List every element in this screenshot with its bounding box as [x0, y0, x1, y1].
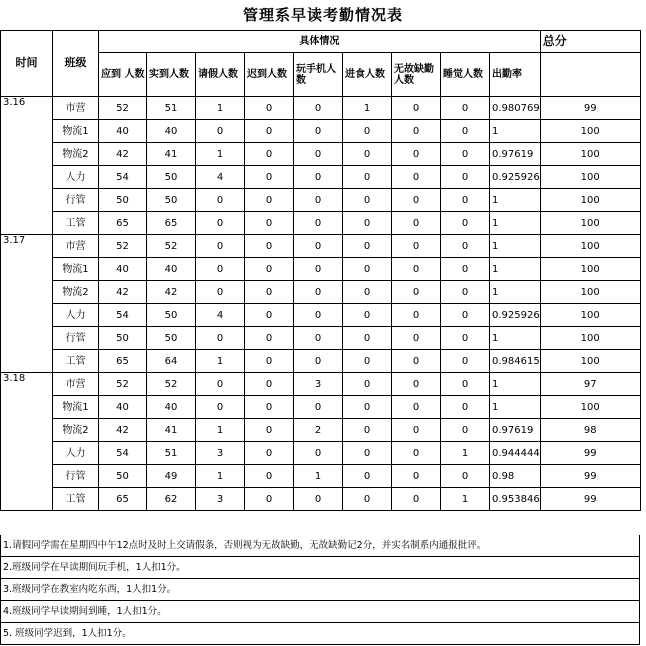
cell-rate: 0.980769 — [490, 97, 541, 120]
cell-date — [1, 304, 53, 327]
cell-expected: 54 — [99, 442, 147, 465]
cell-expected: 65 — [99, 350, 147, 373]
cell-present: 64 — [147, 350, 196, 373]
attendance-body — [1, 97, 641, 511]
cell-phone: 0 — [294, 304, 343, 327]
cell-absent: 0 — [392, 304, 441, 327]
cell-rate: 0.944444 — [490, 442, 541, 465]
cell-late: 0 — [245, 465, 294, 488]
cell-present: 41 — [147, 419, 196, 442]
table-row — [1, 143, 641, 166]
cell-phone: 0 — [294, 350, 343, 373]
cell-total: 100 — [540, 304, 640, 327]
cell-phone: 0 — [294, 258, 343, 281]
header-col-absent: 无故缺勤人数 — [392, 53, 441, 97]
cell-eating: 0 — [343, 304, 392, 327]
cell-date — [1, 396, 53, 419]
cell-expected: 50 — [99, 327, 147, 350]
header-col-leave: 请假人数 — [196, 53, 245, 97]
cell-leave: 1 — [196, 97, 245, 120]
cell-present: 51 — [147, 97, 196, 120]
cell-sleeping: 0 — [441, 120, 490, 143]
cell-leave: 1 — [196, 350, 245, 373]
note-3: 3.班级同学在教室内吃东西，1人扣1分。 — [0, 579, 640, 601]
cell-sleeping: 0 — [441, 350, 490, 373]
cell-total: 99 — [540, 442, 640, 465]
cell-sleeping: 0 — [441, 212, 490, 235]
cell-absent: 0 — [392, 212, 441, 235]
cell-present: 41 — [147, 143, 196, 166]
cell-eating: 0 — [343, 235, 392, 258]
cell-present: 65 — [147, 212, 196, 235]
cell-absent: 0 — [392, 488, 441, 511]
cell-class: 工管 — [53, 212, 99, 235]
cell-absent: 0 — [392, 419, 441, 442]
cell-late: 0 — [245, 97, 294, 120]
cell-leave: 4 — [196, 304, 245, 327]
cell-rate: 0.98 — [490, 465, 541, 488]
table-row — [1, 281, 641, 304]
cell-class: 人力 — [53, 166, 99, 189]
cell-total: 100 — [540, 212, 640, 235]
cell-total: 100 — [540, 396, 640, 419]
notes-section — [0, 535, 640, 645]
cell-date: 3.18 — [1, 373, 53, 396]
cell-rate: 1 — [490, 281, 541, 304]
cell-absent: 0 — [392, 258, 441, 281]
cell-rate: 0.925926 — [490, 304, 541, 327]
cell-sleeping: 0 — [441, 419, 490, 442]
cell-eating: 0 — [343, 327, 392, 350]
cell-eating: 0 — [343, 442, 392, 465]
cell-present: 50 — [147, 304, 196, 327]
cell-present: 40 — [147, 396, 196, 419]
cell-date — [1, 442, 53, 465]
cell-date: 3.16 — [1, 97, 53, 120]
table-row — [1, 189, 641, 212]
cell-expected: 42 — [99, 281, 147, 304]
attendance-table — [0, 30, 641, 511]
cell-class: 人力 — [53, 442, 99, 465]
cell-leave: 3 — [196, 488, 245, 511]
cell-rate: 1 — [490, 235, 541, 258]
cell-class: 市营 — [53, 97, 99, 120]
cell-eating: 0 — [343, 373, 392, 396]
table-row — [1, 396, 641, 419]
cell-absent: 0 — [392, 97, 441, 120]
cell-date — [1, 350, 53, 373]
header-time: 时间 — [1, 31, 53, 97]
cell-date — [1, 166, 53, 189]
cell-expected: 42 — [99, 143, 147, 166]
cell-absent: 0 — [392, 327, 441, 350]
cell-phone: 0 — [294, 235, 343, 258]
cell-class: 人力 — [53, 304, 99, 327]
cell-late: 0 — [245, 166, 294, 189]
sheet-title: 管理系早读考勤情况表 — [242, 6, 403, 24]
cell-eating: 0 — [343, 166, 392, 189]
cell-absent: 0 — [392, 465, 441, 488]
cell-present: 42 — [147, 281, 196, 304]
cell-date — [1, 488, 53, 511]
cell-class: 市营 — [53, 235, 99, 258]
cell-absent: 0 — [392, 442, 441, 465]
note-4: 4.班级同学早读期间到睡，1人扣1分。 — [0, 601, 640, 623]
cell-absent: 0 — [392, 166, 441, 189]
header-total: 总分 — [540, 31, 640, 53]
cell-class: 物流1 — [53, 258, 99, 281]
cell-expected: 65 — [99, 212, 147, 235]
cell-sleeping: 0 — [441, 465, 490, 488]
table-row — [1, 350, 641, 373]
cell-class: 物流2 — [53, 281, 99, 304]
table-row — [1, 258, 641, 281]
cell-class: 物流1 — [53, 120, 99, 143]
cell-total: 100 — [540, 166, 640, 189]
cell-total: 99 — [540, 465, 640, 488]
header-col-sleeping: 睡觉人数 — [441, 53, 490, 97]
cell-phone: 0 — [294, 97, 343, 120]
cell-expected: 40 — [99, 120, 147, 143]
header-detail: 具体情况 — [99, 31, 541, 53]
cell-leave: 0 — [196, 258, 245, 281]
cell-absent: 0 — [392, 120, 441, 143]
table-row — [1, 212, 641, 235]
cell-present: 50 — [147, 189, 196, 212]
cell-late: 0 — [245, 189, 294, 212]
header-col-phone: 玩手机人数 — [294, 53, 343, 97]
cell-date: 3.17 — [1, 235, 53, 258]
cell-late: 0 — [245, 396, 294, 419]
table-row — [1, 97, 641, 120]
cell-date — [1, 419, 53, 442]
cell-leave: 0 — [196, 373, 245, 396]
cell-sleeping: 0 — [441, 97, 490, 120]
cell-total: 98 — [540, 419, 640, 442]
cell-phone: 0 — [294, 327, 343, 350]
cell-late: 0 — [245, 327, 294, 350]
header-class: 班级 — [53, 31, 99, 97]
cell-phone: 1 — [294, 465, 343, 488]
cell-present: 51 — [147, 442, 196, 465]
cell-absent: 0 — [392, 143, 441, 166]
cell-phone: 0 — [294, 189, 343, 212]
header-col-present: 实到人数 — [147, 53, 196, 97]
cell-late: 0 — [245, 442, 294, 465]
cell-absent: 0 — [392, 373, 441, 396]
cell-leave: 1 — [196, 465, 245, 488]
cell-late: 0 — [245, 419, 294, 442]
note-5: 5. 班级同学迟到，1人扣1分。 — [0, 623, 640, 645]
cell-sleeping: 0 — [441, 143, 490, 166]
cell-present: 40 — [147, 120, 196, 143]
cell-total: 99 — [540, 97, 640, 120]
cell-sleeping: 0 — [441, 189, 490, 212]
cell-sleeping: 0 — [441, 281, 490, 304]
cell-late: 0 — [245, 373, 294, 396]
cell-total: 100 — [540, 258, 640, 281]
cell-leave: 0 — [196, 235, 245, 258]
cell-class: 行管 — [53, 189, 99, 212]
cell-eating: 0 — [343, 488, 392, 511]
cell-expected: 52 — [99, 97, 147, 120]
cell-expected: 40 — [99, 258, 147, 281]
cell-eating: 0 — [343, 396, 392, 419]
table-row — [1, 488, 641, 511]
cell-sleeping: 0 — [441, 235, 490, 258]
cell-eating: 0 — [343, 419, 392, 442]
cell-leave: 0 — [196, 189, 245, 212]
cell-late: 0 — [245, 304, 294, 327]
table-row — [1, 120, 641, 143]
cell-total: 100 — [540, 327, 640, 350]
cell-sleeping: 0 — [441, 258, 490, 281]
table-row — [1, 465, 641, 488]
cell-phone: 0 — [294, 166, 343, 189]
cell-expected: 50 — [99, 189, 147, 212]
header-col-total-blank — [540, 53, 640, 97]
cell-total: 100 — [540, 143, 640, 166]
cell-total: 99 — [540, 488, 640, 511]
cell-rate: 1 — [490, 212, 541, 235]
cell-phone: 0 — [294, 442, 343, 465]
cell-leave: 0 — [196, 120, 245, 143]
cell-class: 工管 — [53, 488, 99, 511]
cell-absent: 0 — [392, 189, 441, 212]
cell-eating: 0 — [343, 465, 392, 488]
cell-total: 100 — [540, 189, 640, 212]
cell-eating: 0 — [343, 258, 392, 281]
cell-total: 100 — [540, 235, 640, 258]
cell-date — [1, 189, 53, 212]
cell-rate: 1 — [490, 396, 541, 419]
cell-rate: 1 — [490, 258, 541, 281]
cell-total: 100 — [540, 281, 640, 304]
cell-leave: 0 — [196, 212, 245, 235]
table-row — [1, 373, 641, 396]
cell-class: 物流2 — [53, 419, 99, 442]
cell-phone: 0 — [294, 396, 343, 419]
cell-absent: 0 — [392, 281, 441, 304]
note-2: 2.班级同学在早读期间玩手机，1人扣1分。 — [0, 557, 640, 579]
cell-absent: 0 — [392, 350, 441, 373]
cell-expected: 40 — [99, 396, 147, 419]
cell-leave: 1 — [196, 419, 245, 442]
cell-present: 62 — [147, 488, 196, 511]
cell-rate: 1 — [490, 189, 541, 212]
cell-phone: 0 — [294, 143, 343, 166]
cell-present: 52 — [147, 373, 196, 396]
table-row — [1, 419, 641, 442]
cell-leave: 4 — [196, 166, 245, 189]
cell-phone: 2 — [294, 419, 343, 442]
cell-rate: 1 — [490, 120, 541, 143]
cell-expected: 52 — [99, 373, 147, 396]
cell-leave: 0 — [196, 396, 245, 419]
table-row — [1, 442, 641, 465]
cell-present: 40 — [147, 258, 196, 281]
cell-late: 0 — [245, 488, 294, 511]
cell-date — [1, 465, 53, 488]
cell-class: 物流2 — [53, 143, 99, 166]
table-row — [1, 327, 641, 350]
cell-phone: 0 — [294, 281, 343, 304]
header-col-late: 迟到人数 — [245, 53, 294, 97]
cell-sleeping: 0 — [441, 373, 490, 396]
cell-date — [1, 143, 53, 166]
cell-eating: 0 — [343, 143, 392, 166]
cell-rate: 1 — [490, 373, 541, 396]
cell-sleeping: 1 — [441, 488, 490, 511]
cell-date — [1, 212, 53, 235]
cell-class: 物流1 — [53, 396, 99, 419]
cell-sleeping: 0 — [441, 396, 490, 419]
cell-total: 100 — [540, 120, 640, 143]
cell-late: 0 — [245, 212, 294, 235]
cell-total: 100 — [540, 350, 640, 373]
cell-eating: 0 — [343, 212, 392, 235]
cell-sleeping: 0 — [441, 166, 490, 189]
cell-late: 0 — [245, 350, 294, 373]
cell-phone: 0 — [294, 212, 343, 235]
cell-expected: 54 — [99, 304, 147, 327]
cell-rate: 0.97619 — [490, 143, 541, 166]
cell-leave: 3 — [196, 442, 245, 465]
cell-sleeping: 0 — [441, 304, 490, 327]
cell-absent: 0 — [392, 396, 441, 419]
cell-eating: 0 — [343, 120, 392, 143]
cell-expected: 52 — [99, 235, 147, 258]
cell-present: 52 — [147, 235, 196, 258]
cell-rate: 0.953846 — [490, 488, 541, 511]
header-col-expected: 应到 人数 — [99, 53, 147, 97]
table-row — [1, 166, 641, 189]
cell-absent: 0 — [392, 235, 441, 258]
cell-present: 50 — [147, 327, 196, 350]
note-1: 1.请假同学需在星期四中午12点时及时上交请假条，否则视为无故缺勤，无故缺勤记2分，并实名制系内通报批评。 — [0, 535, 640, 557]
cell-late: 0 — [245, 120, 294, 143]
cell-present: 50 — [147, 166, 196, 189]
header-col-rate: 出勤率 — [490, 53, 541, 97]
cell-class: 工管 — [53, 350, 99, 373]
header-col-eating: 进食人数 — [343, 53, 392, 97]
cell-eating: 0 — [343, 350, 392, 373]
cell-rate: 0.984615 — [490, 350, 541, 373]
cell-class: 行管 — [53, 327, 99, 350]
cell-class: 行管 — [53, 465, 99, 488]
cell-class: 市营 — [53, 373, 99, 396]
cell-expected: 42 — [99, 419, 147, 442]
cell-date — [1, 120, 53, 143]
cell-late: 0 — [245, 258, 294, 281]
cell-date — [1, 327, 53, 350]
cell-expected: 54 — [99, 166, 147, 189]
table-row — [1, 304, 641, 327]
cell-rate: 0.97619 — [490, 419, 541, 442]
cell-late: 0 — [245, 235, 294, 258]
table-row — [1, 235, 641, 258]
cell-present: 49 — [147, 465, 196, 488]
cell-late: 0 — [245, 143, 294, 166]
cell-sleeping: 1 — [441, 442, 490, 465]
cell-eating: 0 — [343, 189, 392, 212]
cell-leave: 1 — [196, 143, 245, 166]
cell-leave: 0 — [196, 281, 245, 304]
cell-sleeping: 0 — [441, 327, 490, 350]
cell-leave: 0 — [196, 327, 245, 350]
cell-eating: 0 — [343, 281, 392, 304]
cell-rate: 0.925926 — [490, 166, 541, 189]
cell-expected: 50 — [99, 465, 147, 488]
cell-phone: 3 — [294, 373, 343, 396]
cell-phone: 0 — [294, 488, 343, 511]
cell-rate: 1 — [490, 327, 541, 350]
cell-expected: 65 — [99, 488, 147, 511]
cell-total: 97 — [540, 373, 640, 396]
cell-eating: 1 — [343, 97, 392, 120]
cell-phone: 0 — [294, 120, 343, 143]
cell-date — [1, 281, 53, 304]
cell-date — [1, 258, 53, 281]
cell-late: 0 — [245, 281, 294, 304]
